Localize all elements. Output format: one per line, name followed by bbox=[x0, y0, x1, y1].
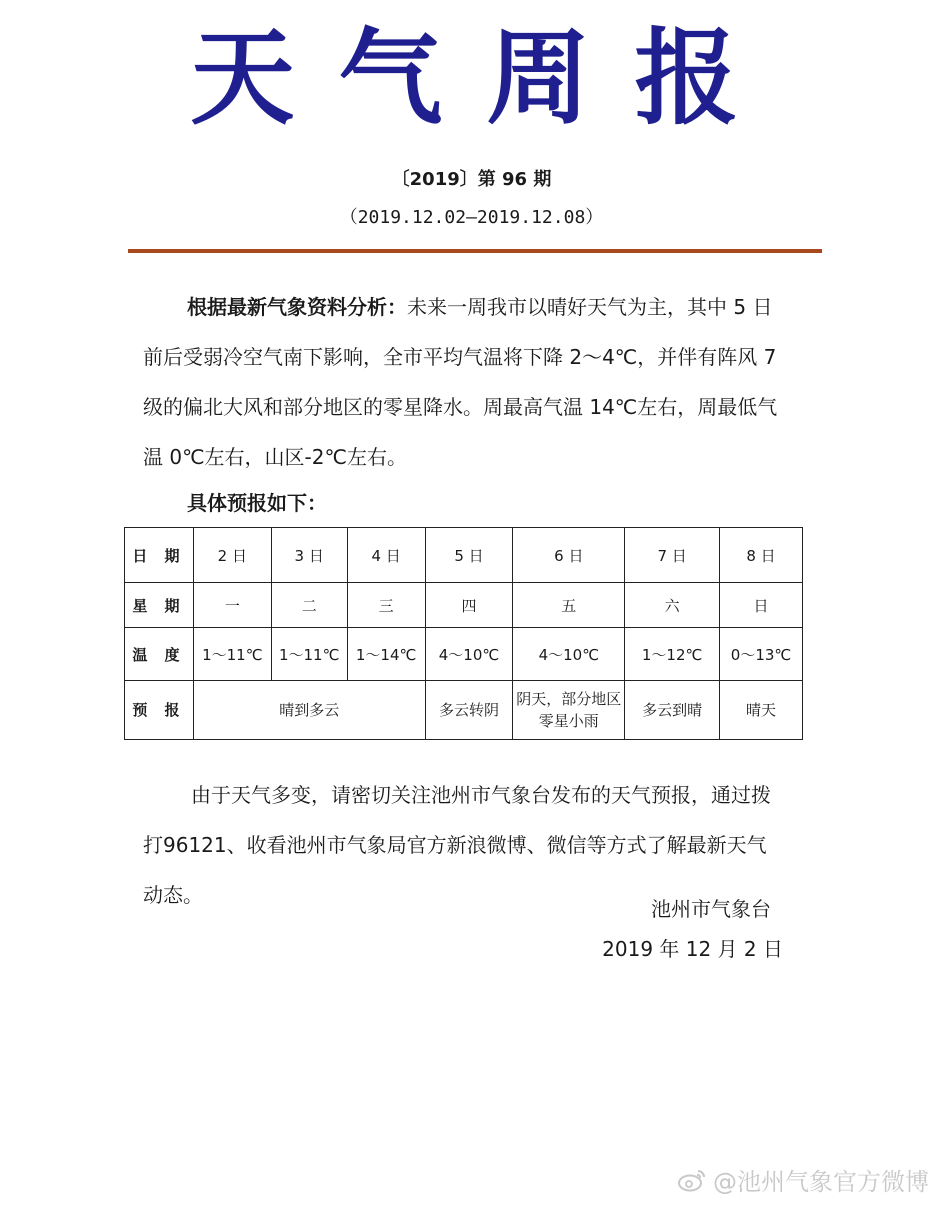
title-divider bbox=[128, 249, 822, 253]
cell-weekday: 三 bbox=[347, 583, 425, 628]
report-title: 天气周报 bbox=[190, 16, 783, 139]
cell-forecast: 多云转阴 bbox=[425, 681, 513, 740]
cell-date: 7 日 bbox=[625, 528, 720, 583]
issue-date: 2019 年 12 月 2 日 bbox=[602, 937, 783, 961]
row-header-temperature: 温 度 bbox=[125, 628, 194, 681]
watermark-text: @池州气象官方微博 bbox=[713, 1168, 929, 1196]
cell-temperature: 4～10℃ bbox=[425, 628, 513, 681]
table-row-weekday bbox=[125, 583, 803, 628]
cell-temperature: 4～10℃ bbox=[513, 628, 625, 681]
cell-forecast: 晴到多云 bbox=[193, 681, 425, 740]
watermark bbox=[677, 1162, 929, 1197]
forecast-table bbox=[124, 527, 803, 740]
cell-forecast: 多云到晴 bbox=[625, 681, 720, 740]
cell-date: 2 日 bbox=[193, 528, 271, 583]
cell-temperature: 1～12℃ bbox=[625, 628, 720, 681]
cell-date: 5 日 bbox=[425, 528, 513, 583]
issuer-signature: 池州市气象台 bbox=[651, 897, 771, 921]
weibo-icon bbox=[677, 1168, 707, 1192]
summary-body: 未来一周我市以晴好天气为主，其中 5 日前后受弱冷空气南下影响，全市平均气温将下降 2～4℃，并伴有阵风 7 级的偏北大风和部分地区的零星降水。周最高气温 14℃左右，周最低气温 0℃左右，山区-2℃左右。 bbox=[143, 295, 778, 469]
cell-forecast: 阴天，部分地区零星小雨 bbox=[513, 681, 625, 740]
table-row-forecast bbox=[125, 681, 803, 740]
cell-date: 6 日 bbox=[513, 528, 625, 583]
cell-temperature: 1～14℃ bbox=[347, 628, 425, 681]
cell-date: 8 日 bbox=[720, 528, 803, 583]
cell-forecast: 晴天 bbox=[720, 681, 803, 740]
cell-temperature: 1～11℃ bbox=[271, 628, 347, 681]
cell-temperature: 1～11℃ bbox=[193, 628, 271, 681]
cell-weekday: 日 bbox=[720, 583, 803, 628]
row-header-weekday: 星 期 bbox=[125, 583, 194, 628]
cell-weekday: 六 bbox=[625, 583, 720, 628]
table-row-temperature bbox=[125, 628, 803, 681]
table-row-date bbox=[125, 528, 803, 583]
row-header-forecast: 预 报 bbox=[125, 681, 194, 740]
issue-number: 〔2019〕第 96 期 bbox=[391, 169, 552, 190]
cell-weekday: 一 bbox=[193, 583, 271, 628]
forecast-subheading: 具体预报如下： bbox=[187, 491, 327, 515]
cell-date: 4 日 bbox=[347, 528, 425, 583]
row-header-date: 日 期 bbox=[125, 528, 194, 583]
cell-temperature: 0～13℃ bbox=[720, 628, 803, 681]
cell-date: 3 日 bbox=[271, 528, 347, 583]
summary-paragraph bbox=[143, 282, 785, 482]
date-range: （2019.12.02—2019.12.08） bbox=[339, 207, 604, 228]
cell-weekday: 五 bbox=[513, 583, 625, 628]
notice-paragraph: 由于天气多变，请密切关注池州市气象台发布的天气预报，通过拨打96121、收看池州市气象局官方新浪微博、微信等方式了解最新天气动态。 bbox=[143, 783, 771, 907]
cell-weekday: 二 bbox=[271, 583, 347, 628]
cell-weekday: 四 bbox=[425, 583, 513, 628]
summary-lead: 根据最新气象资料分析： bbox=[187, 295, 407, 319]
